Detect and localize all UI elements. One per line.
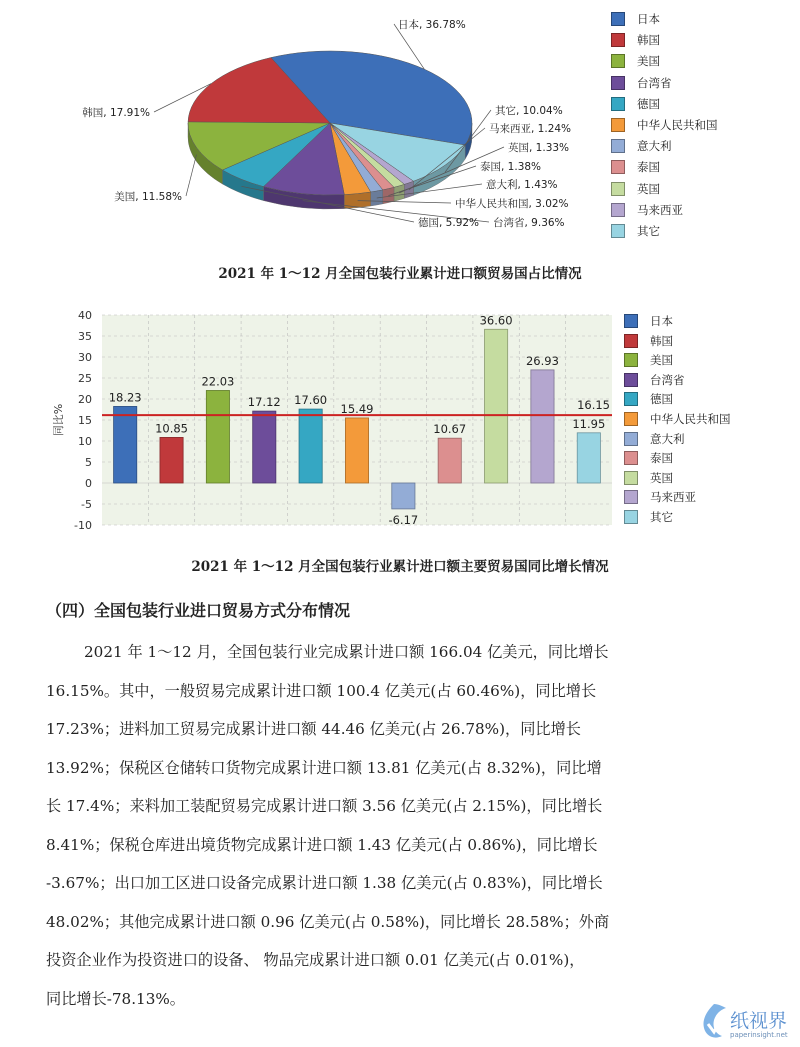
pie-slice-label: 韩国, 17.91% <box>82 107 150 119</box>
legend-label: 美国 <box>650 353 673 368</box>
legend-label: 韩国 <box>637 33 660 48</box>
legend-label: 泰国 <box>650 451 673 466</box>
paragraph-line: 8.41%；保税仓库进出境货物完成累计进口额 1.43 亿美元(占 0.86%)，同比增长 <box>46 835 598 854</box>
y-tick-label: -5 <box>81 498 92 511</box>
y-axis-label: 同比% <box>52 403 65 437</box>
bar <box>485 329 508 483</box>
legend-swatch <box>611 76 625 90</box>
legend-swatch <box>624 451 638 465</box>
legend-swatch <box>624 373 638 387</box>
pie-legend <box>611 11 781 241</box>
legend-label: 英国 <box>637 181 660 196</box>
bar <box>345 418 368 483</box>
pie-slice-label: 美国, 11.58% <box>114 191 182 203</box>
y-tick-label: 35 <box>78 330 92 343</box>
pie-slice-label: 中华人民共和国, 3.02% <box>455 198 569 210</box>
y-tick-label: 0 <box>85 477 92 490</box>
legend-swatch <box>624 392 638 406</box>
pie-slice-label: 英国, 1.33% <box>508 142 570 154</box>
paragraph-line: 投资企业作为投资进口的设备、 物品完成累计进口额 0.01 亿美元(占 0.01%)， <box>46 951 585 969</box>
legend-swatch <box>611 224 625 238</box>
watermark-url: paperinsight.net <box>730 1031 788 1039</box>
paragraph-line: 13.92%；保税区仓储转口货物完成累计进口额 13.81 亿美元(占 8.32%)，同比增 <box>46 758 602 777</box>
y-tick-label: 25 <box>78 372 92 385</box>
legend-swatch <box>611 139 625 153</box>
bar <box>206 390 229 483</box>
bar-value-label: 18.23 <box>108 390 142 405</box>
legend-swatch <box>624 353 638 367</box>
paragraph-line: 长 17.4%；来料加工装配贸易完成累计进口额 3.56 亿美元(占 2.15%)，同比增长 <box>46 797 603 815</box>
legend-swatch <box>611 97 625 111</box>
pie-slice-label: 意大利, 1.43% <box>486 179 558 191</box>
y-tick-label: 20 <box>78 393 92 406</box>
pie-slice-label: 台湾省, 9.36% <box>493 217 565 229</box>
legend-swatch <box>624 471 638 485</box>
watermark-logo <box>700 1000 796 1044</box>
legend-label: 泰国 <box>637 160 660 175</box>
bar <box>114 406 137 483</box>
legend-label: 德国 <box>650 392 673 407</box>
bar-value-label: 10.67 <box>433 422 467 437</box>
bar <box>392 483 415 509</box>
legend-label: 台湾省 <box>650 372 685 387</box>
watermark-name: 纸视界 <box>730 1010 788 1032</box>
legend-label: 德国 <box>637 96 660 111</box>
pie-slice-label: 泰国, 1.38% <box>480 161 542 173</box>
legend-swatch <box>624 314 638 328</box>
legend-swatch <box>624 490 638 504</box>
bar <box>253 411 276 483</box>
pie-slice-label: 其它, 10.04% <box>495 105 563 117</box>
bar-value-label: 11.95 <box>572 416 606 431</box>
paragraph-line: 17.23%；进料加工贸易完成累计进口额 44.46 亿美元(占 26.78%)，同比增长 <box>46 720 581 738</box>
legend-swatch <box>611 54 625 68</box>
y-tick-label: -10 <box>74 519 92 532</box>
bar-value-label: 15.49 <box>340 401 374 416</box>
bar-value-label: 22.03 <box>201 374 235 389</box>
legend-swatch <box>611 12 625 26</box>
bar <box>438 438 461 483</box>
legend-swatch <box>611 203 625 217</box>
bar <box>531 370 554 483</box>
legend-label: 其它 <box>637 224 660 238</box>
body-paragraph <box>46 633 760 1018</box>
legend-swatch <box>611 182 625 196</box>
bar-value-label: 17.12 <box>247 395 281 410</box>
legend-label: 英国 <box>650 470 673 485</box>
y-tick-label: 10 <box>78 435 92 448</box>
bar <box>577 433 600 483</box>
pie-side <box>371 190 383 206</box>
legend-label: 台湾省 <box>637 75 672 90</box>
pie-slice-label: 日本, 36.78% <box>398 19 466 31</box>
bar-value-label: -6.17 <box>388 512 419 527</box>
pie-chart-caption: 2021 年 1～12 月全国包装行业累计进口额贸易国占比情况 <box>218 266 582 282</box>
bar-legend <box>624 313 794 533</box>
legend-label: 韩国 <box>650 333 673 348</box>
paragraph-line: 16.15%。其中，一般贸易完成累计进口额 100.4 亿美元(占 60.46%)，同比增长 <box>46 681 597 700</box>
y-tick-label: 15 <box>78 414 92 427</box>
reference-line-label: 16.15 <box>577 398 610 413</box>
legend-label: 马来西亚 <box>650 490 696 505</box>
legend-swatch <box>624 412 638 426</box>
bar-value-label: 36.60 <box>479 313 513 328</box>
pie-slice-label: 德国, 5.92% <box>418 217 480 229</box>
legend-label: 意大利 <box>650 431 685 446</box>
legend-swatch <box>611 118 625 132</box>
paragraph-line: 同比增长-78.13%。 <box>46 989 185 1008</box>
pie-leader-line <box>186 155 196 196</box>
bar-value-label: 17.60 <box>294 393 328 408</box>
y-tick-label: 5 <box>85 456 92 469</box>
legend-label: 日本 <box>650 314 673 328</box>
y-tick-label: 30 <box>78 351 92 364</box>
pie-chart <box>0 0 800 255</box>
legend-swatch <box>611 33 625 47</box>
legend-label: 中华人民共和国 <box>637 118 718 132</box>
paragraph-line: -3.67%；出口加工区进口设备完成累计进口额 1.38 亿美元(占 0.83%)，同比增长 <box>46 874 603 892</box>
legend-label: 意大利 <box>637 139 672 154</box>
bar-value-label: 10.85 <box>155 421 189 436</box>
y-tick-label: 40 <box>78 309 92 322</box>
legend-label: 日本 <box>637 12 660 26</box>
legend-label: 其它 <box>650 510 673 524</box>
pie-slice-label: 马来西亚, 1.24% <box>489 123 572 135</box>
legend-swatch <box>611 160 625 174</box>
paragraph-line: 2021 年 1～12 月，全国包装行业完成累计进口额 166.04 亿美元，同比增长 <box>84 643 609 661</box>
bar-chart-caption: 2021 年 1～12 月全国包装行业累计进口额主要贸易国同比增长情况 <box>191 559 609 575</box>
bar <box>299 409 322 483</box>
section-title: （四）全国包装行业进口贸易方式分布情况 <box>46 601 351 620</box>
legend-label: 马来西亚 <box>637 202 683 217</box>
legend-label: 美国 <box>637 54 660 69</box>
legend-swatch <box>624 510 638 524</box>
bar-chart-svg <box>50 303 620 543</box>
paragraph-line: 48.02%；其他完成累计进口额 0.96 亿美元(占 0.58%)，同比增长 28.58%；外商 <box>46 912 610 931</box>
legend-swatch <box>624 334 638 348</box>
bar <box>160 437 183 483</box>
bar-value-label: 26.93 <box>525 353 559 368</box>
legend-swatch <box>624 432 638 446</box>
legend-label: 中华人民共和国 <box>650 412 731 426</box>
watermark-icon <box>700 1002 728 1042</box>
